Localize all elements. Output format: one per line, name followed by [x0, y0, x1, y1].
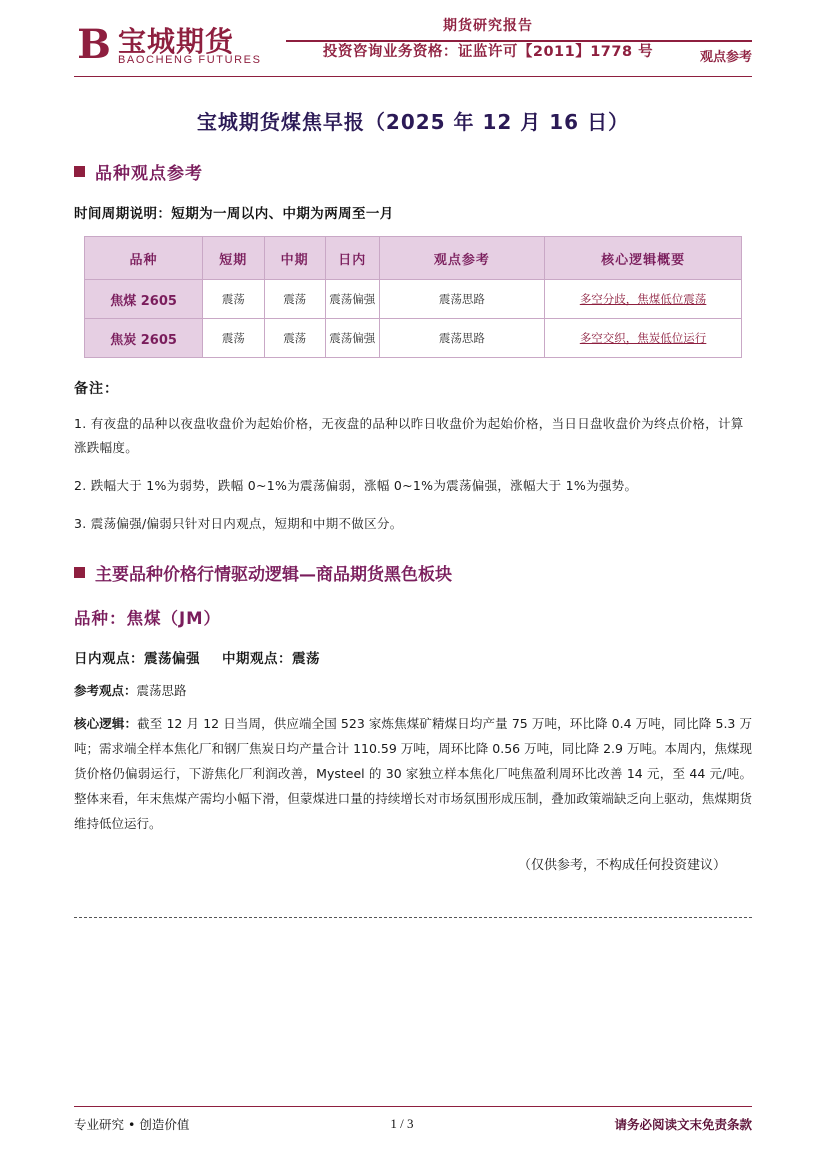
footer-disclaimer-note: 请务必阅读文末免责条款: [614, 1117, 752, 1132]
remarks-title: 备注：: [74, 381, 119, 397]
intraday-view-value: 震荡偏强: [144, 651, 200, 667]
section-heading-label: 品种观点参考: [95, 164, 203, 184]
mid-view-value: 震荡: [292, 651, 320, 667]
header-bottom-rule: [74, 76, 752, 77]
header-titles: [288, 14, 688, 66]
col-header-intraday: 日内: [325, 237, 379, 280]
col-header-view: 观点参考: [379, 237, 545, 280]
cell-intraday: 震荡偏强: [325, 319, 379, 358]
page-title: 宝城期货煤焦早报（2025 年 12 月 16 日）: [196, 110, 630, 134]
report-type-title: 期货研究报告: [443, 18, 533, 34]
core-logic-row: [74, 711, 752, 836]
table-row: [85, 280, 742, 319]
col-header-mid: 中期: [264, 237, 325, 280]
logo-mark-icon: B: [77, 21, 111, 68]
disclaimer-text: （仅供参考，不构成任何投资建议）: [517, 858, 726, 873]
col-header-variety: 品种: [85, 237, 203, 280]
remark-item: 1. 有夜盘的品种以夜盘收盘价为起始价格，无夜盘的品种以昨日收盘价为起始价格，当日日盘收盘价为终点价格，计算涨跌幅度。: [74, 416, 744, 455]
page-footer: [74, 1106, 752, 1133]
variety-view-table: [84, 236, 742, 358]
page-number: 1 / 3: [390, 1116, 414, 1131]
cell-core-logic[interactable]: 多空分歧，焦煤低位震荡: [545, 280, 742, 319]
reference-view-value: 震荡思路: [136, 683, 187, 698]
driving-logic-subheading: 商品期货黑色板块: [316, 565, 452, 585]
mid-view-label: 中期观点：: [222, 651, 292, 667]
remark-item: 3. 震荡偏强/偏弱只针对日内观点，短期和中期不做区分。: [74, 516, 403, 531]
table-row: [85, 319, 742, 358]
remark-item: 2. 跌幅大于 1%为弱势，跌幅 0~1%为震荡偏弱，涨幅 0~1%为震荡偏强，涨幅大于 1%为强势。: [74, 478, 638, 493]
core-logic-text: 截至 12 月 12 日当周，供应端全国 523 家炼焦煤矿精煤日均产量 75 万吨，环比降 0.4 万吨，同比降 5.3 万吨；需求端全样本焦化厂和钢厂焦炭日均产量合计 110.59 万吨，周环比降 0.56 万吨，同比降 2.9 万吨。本周内，焦煤现货价格仍偏弱运行，下游焦化厂利润改善，Mysteel 的 30 家独立样本焦化厂吨焦盈利周环比改善 14 元，至 44 元/吨。整体来看，年末焦煤产需均小幅下滑，但蒙煤进口量的持续增长对市场氛围形成压制，叠加政策端缺乏向上驱动，焦煤期货维持低位运行。: [74, 716, 752, 831]
period-note: 时间周期说明：短期为一周以内、中期为两周至一月: [74, 206, 394, 222]
driving-logic-heading: 主要品种价格行情驱动逻辑—: [95, 565, 316, 585]
cell-mid-term: 震荡: [264, 280, 325, 319]
cell-mid-term: 震荡: [264, 319, 325, 358]
bullet-square-icon: [74, 567, 85, 578]
logo-chinese-name: 宝城期货: [118, 25, 235, 58]
reference-view-label: 参考观点：: [74, 683, 137, 698]
section-heading-variety-view: [74, 159, 752, 184]
section-heading-driving-logic: [74, 560, 752, 585]
cell-view: 震荡思路: [379, 280, 545, 319]
col-header-short: 短期: [203, 237, 264, 280]
col-header-logic: 核心逻辑概要: [545, 237, 742, 280]
logo-english-name: BAOCHENG FUTURES: [118, 54, 262, 66]
page-divider: [74, 917, 752, 918]
header-right-label: 观点参考: [699, 50, 752, 65]
cell-short-term: 震荡: [203, 280, 264, 319]
view-summary-row: [74, 647, 752, 667]
cell-view: 震荡思路: [379, 319, 545, 358]
cell-variety-name: 焦煤 2605: [85, 280, 203, 319]
cell-variety-name: 焦炭 2605: [85, 319, 203, 358]
cell-intraday: 震荡偏强: [325, 280, 379, 319]
variety-heading: 品种：焦煤（JM）: [74, 609, 222, 628]
license-line: 投资咨询业务资格：证监许可【2011】1778 号: [322, 44, 654, 60]
intraday-view-label: 日内观点：: [74, 651, 144, 667]
core-logic-label: 核心逻辑：: [74, 716, 138, 731]
cell-core-logic[interactable]: 多空交织，焦炭低位运行: [545, 319, 742, 358]
company-logo: [74, 20, 286, 74]
cell-short-term: 震荡: [203, 319, 264, 358]
bullet-square-icon: [74, 166, 85, 177]
reference-view-row: [74, 681, 752, 699]
page-header: [74, 14, 752, 80]
footer-slogan: 专业研究 • 创造价值: [74, 1117, 190, 1132]
footer-rule: [74, 1106, 752, 1107]
table-header-row: [85, 237, 742, 280]
